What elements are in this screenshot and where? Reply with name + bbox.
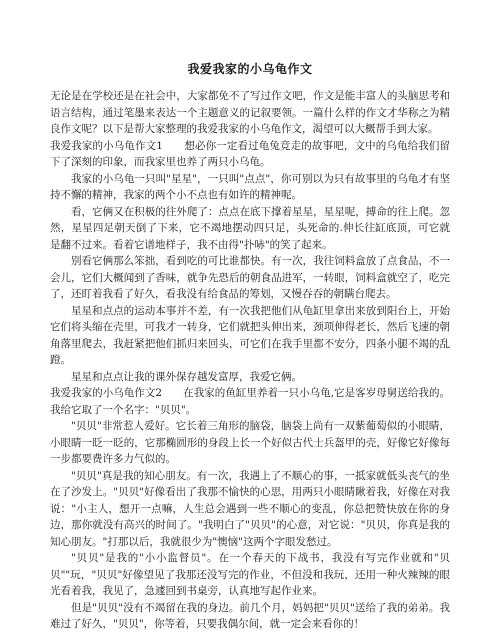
paragraph: 星星和点点的运动本事并不差，有一次我把他们从龟缸里拿出来放到阳台上，开始它们将头缩在壳里，可我才一转身，它们就把头伸出来，颈项伸得老长，然后飞速的朝角落里爬去，我赶紧把他们抓归来回头，可它们在我手里都不安分，四条小腿不竭的乱蹬。 (50, 304, 450, 366)
paragraph: "贝贝"非常惹人爱好。它长着三角形的脑袋，脑袋上尚有一双紫葡萄似的小眼睛，小眼睛一眨一眨的，它那椭圆形的身段上长一个好似古代士兵盔甲的壳，好像它好像每一步都要费许多力气似的。 (50, 420, 450, 465)
paragraph: 我家的小乌龟一只叫"星星"，一只叫"点点"，你可别以为只有故事里的乌龟才有坚持不懈的精神，我家的两个小不点也有如许的精神呢。 (50, 172, 450, 201)
paragraph: 我爱我家的小乌龟作文2 在我家的鱼缸里养着一只小乌龟,它是客岁母舅送给我的。我给它取了一个名字："贝贝"。 (50, 387, 450, 416)
paragraph: 看，它俩又在积极的往外爬了：点点在底下撑着星星，星星呢，搏命的往上爬。忽然，星星四足朝天倒了下来，它不竭地摆动四只足，头死命的.伸长往缸底顶，可它就是翻不过来。看着它谱地样子，我不由得"扑哧"的笑了起来。 (50, 205, 450, 251)
paragraph: "贝贝"是我的"小小监督员"。在一个春天的下战书，我没有写完作业就和"贝贝""玩，"贝贝"好像望见了我那还没写完的作业，不但没和我玩，还用一种火辣辣的眼光看着我，我见了，急遽回到书桌旁，认真地写起作业来。 (50, 552, 450, 597)
document-body (50, 88, 450, 633)
paragraph: 无论是在学校还是在社会中，大家都免不了写过作文吧，作文是能丰富人的头脑思考和语言结构，通过笔墨来表达一个主题意义的记叙要领。一篇什么样的作文才华称之为精良作文呢？以下是帮大家整理的我爱我家的小乌龟作文，渴望可以大概帮手到大家。 (50, 90, 450, 135)
paragraph: 星星和点点让我的课外保存越发富厚，我爱它俩。 (71, 370, 302, 383)
document-title: 我爱我家的小乌龟作文 (187, 62, 313, 76)
paragraph: "贝贝"真是我的知心朋友。有一次，我遇上了不顺心的事，一抵家就低头丧气的坐在了沙发上。"贝贝"好像看出了我那不愉快的心思，用两只小眼睛瞅着我，好像在对我说："小主人，想开一点嘛，人生总会遇到一些不顺心的变乱，你总把赞快放在你的身边，那你就没有高兴的时间了。"我明白了"贝贝"的心意，对它说："贝贝，你真是我的知心朋友。"打那以后，我就很少为"懊恼"这两个字眼发愁过。 (50, 469, 450, 548)
paragraph: 但是"贝贝"没有不竭留在我的身边。前几个月，妈妈把"贝贝"送给了我的弟弟。我难过了好久，"贝贝"，你等着，只要我偶尔间，就一定会来看你的！ (50, 601, 450, 630)
paragraph: 我爱我家的小乌龟作文1 想必你一定看过龟兔竞走的故事吧，文中的乌龟给我们留下了深刻的印象，而我家里也养了两只小乌龟。 (50, 139, 450, 168)
paragraph: 别看它俩那么笨拙，看到吃的可比谁都快。有一次，我往饲料盒放了点食品，不一会儿，它们大概闻到了香味，就争先恐后的朝食品进军，一转眼，饲料盒就空了，吃完了，还盯着我看了好久，看我没有给食品的筹划，又慢吞吞的朝瞒台爬去。 (50, 255, 450, 300)
